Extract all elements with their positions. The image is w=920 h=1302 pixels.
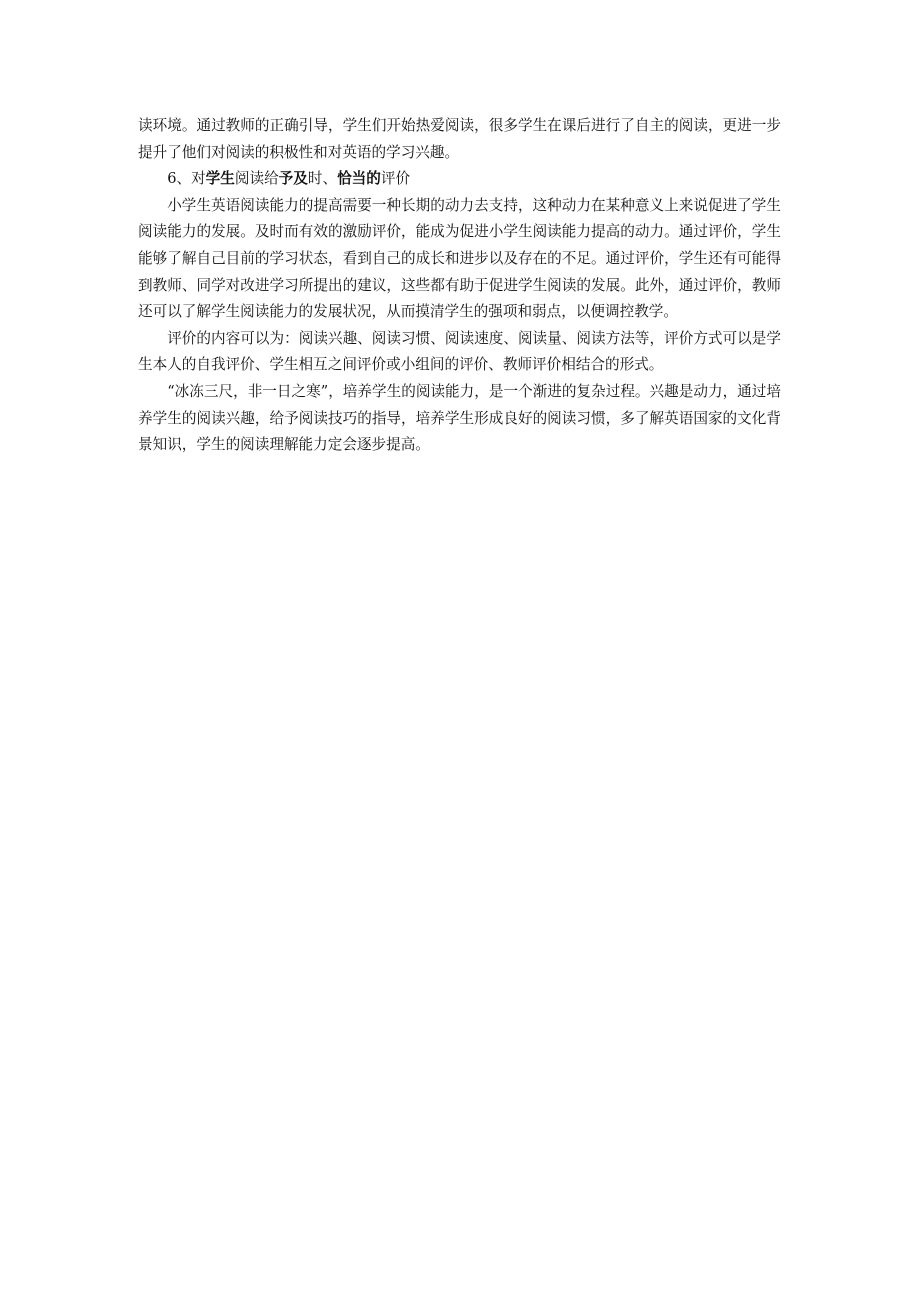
heading-part-3: 阅读给 [234,170,279,188]
paragraph-evaluation-content: 评价的内容可以为：阅读兴趣、阅读习惯、阅读速度、阅读量、阅读方法等，评价方式可以是学生本人的自我评价、学生相互之间评价或小组间的评价、教师评价相结合的形式。 [138,329,781,374]
heading-part-1: 6、对 [167,170,206,188]
heading-part-2: 学生 [205,170,235,188]
continuation-paragraph: 读环境。通过教师的正确引导，学生们开始热爱阅读，很多学生在课后进行了自主的阅读，更进一步提升了他们对阅读的积极性和对英语的学习兴趣。 [138,117,781,161]
heading-part-4: 予及 [278,170,308,188]
heading-part-6: 恰当的 [337,170,381,188]
heading-part-7: 评价 [380,170,411,188]
document-body [138,113,781,459]
heading-part-5: 时、 [307,170,338,188]
paragraph-conclusion: “冰冻三尺，非一日之寒”，培养学生的阅读能力，是一个渐进的复杂过程。兴趣是动力，通过培养学生的阅读兴趣，给予阅读技巧的指导，培养学生形成良好的阅读习惯，多了解英语国家的文化背景知识，学生的阅读理解能力定会逐步提高。 [138,382,781,454]
section-heading [138,166,781,193]
paragraph-evaluation-motivation: 小学生英语阅读能力的提高需要一种长期的动力去支持，这种动力在某种意义上来说促进了学生阅读能力的发展。及时而有效的激励评价，能成为促进小学生阅读能力提高的动力。通过评价，学生能够了解自己目前的学习状态，看到自己的成长和进步以及存在的不足。通过评价，学生还有可能得到教师、同学对改进学习所提出的建议，这些都有助于促进学生阅读的发展。此外，通过评价，教师还可以了解学生阅读能力的发展状况，从而摸清学生的强项和弱点，以便调控教学。 [138,196,781,321]
